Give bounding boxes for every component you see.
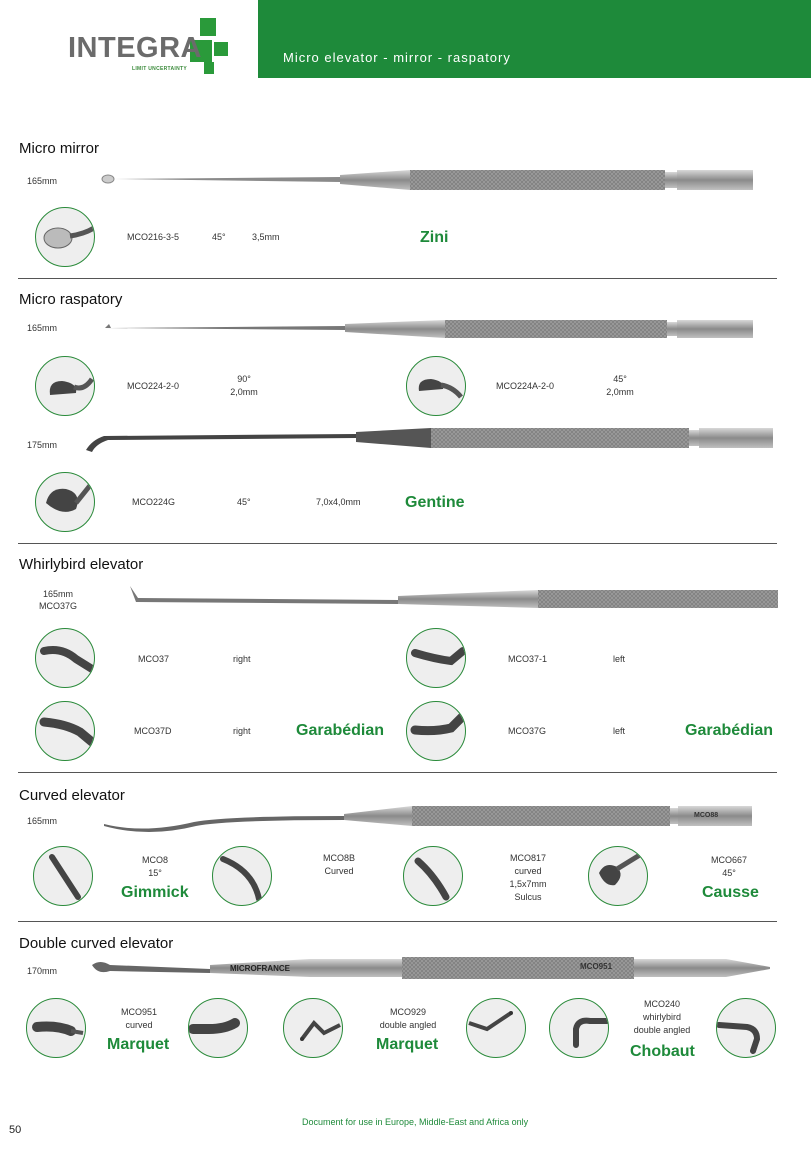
brand-name: Marquet	[107, 1036, 170, 1053]
detail-circle	[283, 998, 343, 1058]
detail-circle	[212, 846, 272, 906]
brand-name: Gentine	[405, 494, 465, 511]
size: 3,5mm	[252, 232, 280, 242]
micro-raspatory-instrument	[105, 318, 765, 340]
size: 1,5x7mm	[509, 879, 547, 889]
whirlybird-instrument	[128, 584, 778, 612]
length-label: 170mm	[27, 966, 58, 976]
handle-mark: MCO951	[580, 962, 613, 971]
detail-circle	[716, 998, 776, 1058]
length-label: 175mm	[27, 440, 58, 450]
description: double angled	[633, 1025, 691, 1035]
divider	[18, 543, 777, 544]
angle: 15°	[148, 868, 162, 878]
section-title-whirlybird: Whirlybird elevator	[19, 556, 144, 573]
side: left	[613, 654, 626, 664]
section-title-micro-raspatory: Micro raspatory	[19, 291, 123, 308]
page-title: Micro elevator - mirror - raspatory	[283, 50, 511, 65]
brand-name: Gimmick	[121, 884, 189, 901]
brand-name: Garabédian	[685, 722, 774, 739]
handle-mark: MCO88	[694, 812, 719, 819]
footer-note: Document for use in Europe, Middle-East and Africa only	[302, 1117, 529, 1127]
length-label: 165mm	[27, 816, 58, 826]
product-code: MCO224G	[132, 497, 176, 507]
angle: 90°	[237, 374, 251, 384]
handle-mark: MICROFRANCE	[230, 964, 290, 973]
detail-circle	[35, 701, 95, 761]
description: curved	[514, 866, 542, 876]
page-number: 50	[9, 1124, 22, 1136]
size: 7,0x4,0mm	[316, 497, 361, 507]
product-code: MCO216-3-5	[127, 232, 180, 242]
angle: 45°	[613, 374, 627, 384]
detail-circle	[549, 998, 609, 1058]
product-code: MCO37G	[508, 726, 547, 736]
brand-name: Marquet	[376, 1036, 439, 1053]
product-code: MCO224A-2-0	[496, 381, 555, 391]
section-title-micro-mirror: Micro mirror	[19, 140, 99, 157]
length-label: 165mm	[42, 589, 73, 599]
product-code: MCO667	[710, 855, 747, 865]
detail-circle	[466, 998, 526, 1058]
divider	[18, 278, 777, 279]
product-code: MCO817	[509, 853, 546, 863]
detail-circle	[35, 207, 95, 267]
detail-circle	[188, 998, 248, 1058]
section-title-curved-elevator: Curved elevator	[19, 787, 125, 804]
divider	[18, 772, 777, 773]
description: whirlybird	[642, 1012, 681, 1022]
length-label: 165mm	[27, 323, 58, 333]
detail-circle	[588, 846, 648, 906]
curved-elevator-instrument	[104, 804, 754, 834]
detail-circle	[406, 701, 466, 761]
detail-circle	[35, 472, 95, 532]
logo	[66, 16, 231, 80]
product-code: MCO37D	[134, 726, 172, 736]
detail-circle	[406, 356, 466, 416]
angle: 45°	[237, 497, 251, 507]
header-bar	[258, 0, 811, 78]
section-title-double-curved-elevator: Double curved elevator	[19, 935, 174, 952]
product-code: MCO240	[643, 999, 680, 1009]
size: 2,0mm	[230, 387, 258, 397]
brand-name: Garabédian	[296, 722, 385, 739]
length-label: 165mm	[27, 176, 58, 186]
gentine-raspatory-instrument	[86, 426, 776, 454]
detail-circle	[26, 998, 86, 1058]
double-curved-elevator-instrument	[90, 955, 770, 983]
micro-mirror-instrument	[100, 168, 760, 194]
brand-name: Zini	[420, 229, 449, 246]
angle: 45°	[212, 232, 226, 242]
brand-name: Causse	[702, 884, 759, 901]
detail-circle	[35, 628, 95, 688]
size: 2,0mm	[606, 387, 634, 397]
description: double angled	[379, 1020, 437, 1030]
product-code: MCO929	[389, 1007, 426, 1017]
side: left	[613, 726, 626, 736]
side: right	[233, 654, 251, 664]
angle: 45°	[722, 868, 736, 878]
length-code: MCO37G	[38, 601, 77, 611]
product-code: MCO951	[120, 1007, 157, 1017]
product-code: MCO37	[138, 654, 170, 664]
product-code: MCO8	[141, 855, 168, 865]
description-extra: Sulcus	[514, 892, 542, 902]
brand-name: Chobaut	[630, 1043, 695, 1060]
product-code: MCO37-1	[508, 654, 548, 664]
product-code: MCO8B	[322, 853, 355, 863]
detail-circle	[406, 628, 466, 688]
description: curved	[125, 1020, 153, 1030]
detail-circle	[403, 846, 463, 906]
product-code: MCO224-2-0	[127, 381, 180, 391]
detail-circle	[33, 846, 93, 906]
description: Curved	[324, 866, 354, 876]
side: right	[233, 726, 251, 736]
logo-tagline: LIMIT UNCERTAINTY	[132, 66, 188, 72]
detail-circle	[35, 356, 95, 416]
divider	[18, 921, 777, 922]
logo-text: INTEGRA	[68, 32, 202, 64]
